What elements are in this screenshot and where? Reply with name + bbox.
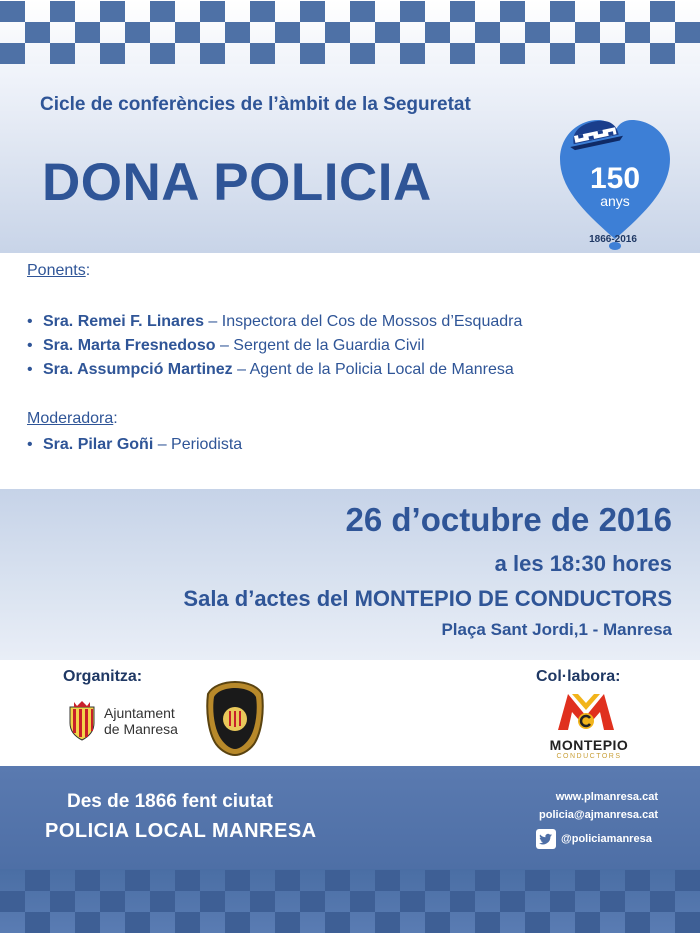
footer-brand: POLICIA LOCAL MANRESA: [45, 820, 317, 842]
checker-square: [175, 912, 200, 933]
moderadora-colon: :: [113, 410, 118, 427]
checker-square: [250, 1, 275, 22]
moderator-name: Sra. Pilar Goñi: [43, 436, 154, 453]
bullet: •: [27, 313, 33, 330]
checker-square: [625, 870, 650, 891]
checker-square: [625, 912, 650, 933]
checker-square: [25, 870, 50, 891]
moderator-role: – Periodista: [153, 436, 243, 453]
event-date: 26 d’octubre de 2016: [345, 501, 672, 538]
checker-square: [150, 1, 175, 22]
checker-square: [575, 870, 600, 891]
montepio-name: MONTEPIO: [549, 737, 629, 753]
checker-square: [250, 891, 275, 912]
checker-square: [400, 43, 425, 64]
list-item: [27, 433, 242, 457]
checker-square: [200, 891, 225, 912]
event-time: a les 18:30 hores: [494, 551, 672, 576]
checker-square: [400, 1, 425, 22]
checker-square: [600, 1, 625, 22]
checker-square: [450, 43, 475, 64]
speaker-role: – Sergent de la Guardia Civil: [215, 337, 425, 354]
checker-square: [575, 22, 600, 43]
event-title: DONA POLICIA: [42, 153, 432, 212]
checker-square: [600, 891, 625, 912]
checker-square: [525, 22, 550, 43]
ajuntament-line2: de Manresa: [104, 721, 178, 737]
badge-number: 150: [589, 162, 641, 195]
moderadora-heading: [27, 410, 118, 428]
checker-square: [375, 912, 400, 933]
event-address: Plaça Sant Jordi,1 - Manresa: [441, 620, 672, 639]
montepio-subtitle: CONDUCTORS: [556, 753, 622, 760]
checker-square: [75, 22, 100, 43]
checker-square: [75, 912, 100, 933]
montepio-logo-icon: [556, 690, 616, 734]
bullet: •: [27, 436, 33, 453]
speaker-name: Sra. Remei F. Linares: [43, 313, 204, 330]
ponents-list: [27, 310, 522, 382]
website-link[interactable]: www.plmanresa.cat: [555, 791, 658, 803]
checker-square: [275, 870, 300, 891]
checker-square: [675, 22, 700, 43]
partners-section: [0, 660, 700, 766]
list-item: [27, 310, 522, 334]
checker-square: [525, 870, 550, 891]
checker-square: [350, 43, 375, 64]
checker-square: [400, 891, 425, 912]
checker-square: [150, 43, 175, 64]
checker-square: [25, 22, 50, 43]
checker-square: [475, 912, 500, 933]
speaker-role: – Inspectora del Cos de Mossos d’Esquadra: [203, 313, 523, 330]
header-banner: [0, 64, 700, 253]
checker-square: [200, 43, 225, 64]
checker-square: [75, 870, 100, 891]
checker-square: [0, 891, 25, 912]
checker-square: [50, 1, 75, 22]
checker-square: [225, 22, 250, 43]
twitter-handle[interactable]: @policiamanresa: [561, 833, 652, 845]
checker-square: [650, 891, 675, 912]
checker-square: [375, 22, 400, 43]
150-anniversary-heart-icon: [560, 114, 670, 254]
checker-square: [500, 43, 525, 64]
checker-square: [100, 891, 125, 912]
ponents-heading: [27, 262, 90, 280]
checker-square: [0, 43, 25, 64]
bullet: •: [27, 361, 33, 378]
checker-square: [375, 870, 400, 891]
checker-square: [675, 912, 700, 933]
footer-banner: [0, 766, 700, 869]
event-details: [0, 489, 700, 660]
checker-square: [325, 912, 350, 933]
checker-square: [625, 22, 650, 43]
top-checker-band: [0, 0, 700, 64]
email-link[interactable]: policia@ajmanresa.cat: [539, 809, 658, 821]
moderadora-label: Moderadora: [27, 410, 114, 427]
ponents-colon: :: [85, 262, 91, 279]
checker-square: [200, 1, 225, 22]
checker-square: [500, 891, 525, 912]
checker-square: [125, 22, 150, 43]
speaker-name: Sra. Marta Fresnedoso: [43, 337, 216, 354]
checker-square: [175, 22, 200, 43]
checker-square: [300, 1, 325, 22]
organitza-label: Organitza:: [63, 668, 143, 685]
checker-square: [350, 1, 375, 22]
ponents-label: Ponents: [27, 262, 86, 279]
checker-square: [425, 22, 450, 43]
speaker-role: – Agent de la Policia Local de Manresa: [232, 361, 514, 378]
checker-square: [125, 912, 150, 933]
ajuntament-line1: Ajuntament: [104, 705, 175, 721]
checker-square: [150, 891, 175, 912]
checker-square: [225, 912, 250, 933]
checker-square: [0, 1, 25, 22]
checker-square: [650, 43, 675, 64]
checker-square: [475, 870, 500, 891]
checker-square: [425, 870, 450, 891]
checker-square: [550, 891, 575, 912]
moderadora-list: [27, 433, 242, 457]
checker-square: [500, 1, 525, 22]
speaker-name: Sra. Assumpció Martinez: [43, 361, 233, 378]
checker-square: [675, 870, 700, 891]
checker-square: [325, 22, 350, 43]
checker-square: [50, 891, 75, 912]
checker-square: [425, 912, 450, 933]
checker-square: [100, 1, 125, 22]
checker-square: [450, 891, 475, 912]
bottom-checker-band: [0, 869, 700, 933]
checker-square: [125, 870, 150, 891]
checker-square: [475, 22, 500, 43]
checker-square: [300, 891, 325, 912]
checker-square: [525, 912, 550, 933]
manresa-coat-of-arms-icon: [67, 701, 97, 741]
policia-local-badge-icon: [206, 680, 264, 756]
checker-square: [325, 870, 350, 891]
conference-cycle-subtitle: Cicle de conferències de l’àmbit de la Seguretat: [40, 94, 471, 115]
collabora-label: Col·labora:: [536, 668, 621, 685]
checker-square: [450, 1, 475, 22]
checker-square: [550, 1, 575, 22]
speakers-section: [0, 253, 700, 489]
checker-square: [50, 43, 75, 64]
twitter-icon[interactable]: [536, 829, 556, 849]
checker-square: [275, 22, 300, 43]
ajuntament-logo-text: [104, 705, 178, 737]
checker-square: [175, 870, 200, 891]
checker-square: [650, 1, 675, 22]
checker-square: [225, 870, 250, 891]
event-venue: Sala d’actes del MONTEPIO DE CONDUCTORS: [183, 586, 672, 611]
checker-square: [300, 43, 325, 64]
bullet: •: [27, 337, 33, 354]
checker-square: [350, 891, 375, 912]
checker-square: [575, 912, 600, 933]
checker-square: [550, 43, 575, 64]
checker-square: [250, 43, 275, 64]
footer-motto: Des de 1866 fent ciutat: [67, 791, 273, 812]
badge-anys: anys: [600, 193, 630, 209]
anniversary-years: 1866-2016: [589, 234, 637, 245]
checker-square: [275, 912, 300, 933]
list-item: [27, 334, 522, 358]
checker-square: [25, 912, 50, 933]
checker-square: [600, 43, 625, 64]
list-item: [27, 358, 522, 382]
checker-square: [100, 43, 125, 64]
